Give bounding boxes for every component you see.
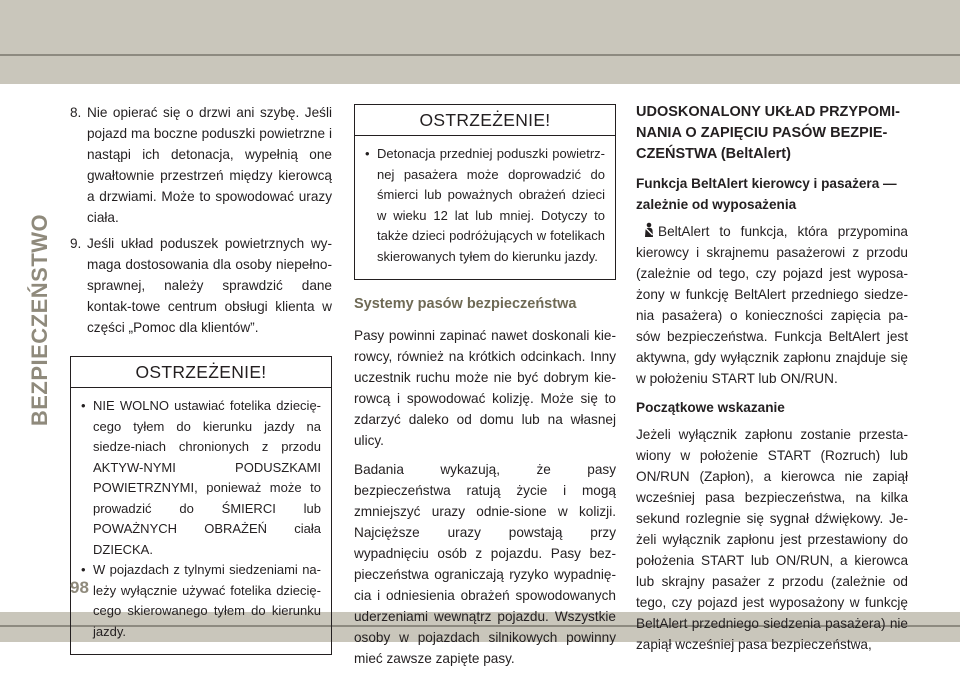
column-left <box>70 102 332 655</box>
side-title-text: BEZPIECZEŃSTWO <box>27 213 52 427</box>
paragraph: Pasy powinni zapinać nawet doskonali kie-rowcy, również na krótkich odcinkach. Inny uczestnik ruchu może nie być dobrym kie-rowcą i spowodować kolizję. Może się to zdarzyć daleko od domu lub na własnej ulicy. <box>354 328 616 448</box>
paragraph-text: BeltAlert to funkcja, która przypomina kierowcy i skrajnemu pasażerowi z przodu (zależnie od tego, czy pojazd jest wyposa-żony w funkcję BeltAlert przedniego siedze-nia pasażera) o konieczności zapięcia pa-sów bezpieczeństwa. Funkcja BeltAlert jest aktywna, gdy wyłącznik zapłonu znajduje się w położeniu START lub ON/RUN. <box>636 224 908 386</box>
subheading: Początkowe wskazanie <box>636 400 785 415</box>
warning-box <box>70 356 332 655</box>
warning-box <box>354 104 616 280</box>
section-heading: UDOSKONALONY UKŁAD PRZYPOMI-NANIA O ZAPIĘCIU PASÓW BEZPIE-CZEŃSTWA (BeltAlert) <box>636 104 900 162</box>
subheading: Funkcja BeltAlert kierowcy i pasażera — zależnie od wyposażenia <box>636 176 897 212</box>
list-item <box>70 233 332 338</box>
header-rule <box>0 54 960 56</box>
header-band <box>0 0 960 84</box>
warning-bullet: • W pojazdach z tylnymi siedzeniami na-leży wyłącznie używać fotelika dziecię-cego skierowanego tyłem do kierunku jazdy. <box>81 562 321 639</box>
item-number: 9. <box>70 236 82 251</box>
warning-list <box>71 388 331 654</box>
warning-text: Detonacja przedniej poduszki powietrz-nej pasażera może doprowadzić do śmierci lub poważnych obrażeń dzieci w wieku 12 lat lub mniej. Dotyczy to także dzieci podróżujących w fotelikach skierowanych tyłem do kierunku jazdy. <box>377 146 605 264</box>
item-number: 8. <box>70 105 82 120</box>
warning-text: W pojazdach z tylnymi siedzeniami na-leży wyłącznie używać fotelika dziecię-cego skierowanego tyłem do kierunku jazdy. <box>93 562 321 639</box>
paragraph: Badania wykazują, że pasy bezpieczeństwa ratują życie i mogą zmniejszyć urazy odnie-sione w kolizji. Najcięższe urazy powstają przy wypadnięciu osób z pojazdu. Pasy bez-pieczeństwa ograniczają ryzyko wypadnię-cia i odniesienia obrażeń spowodowanych uderzeniami wewnątrz pojazdu. Wszystkie osoby w pojazdach silnikowych powinny mieć zawsze zapięte pasy. <box>354 462 616 666</box>
seatbelt-icon <box>642 222 656 238</box>
warning-title: OSTRZEŻENIE! <box>355 105 615 136</box>
section-title: Systemy pasów bezpieczeństwa <box>354 296 577 312</box>
warning-text: NIE WOLNO ustawiać fotelika dziecię-cego tyłem do kierunku jazdy na siedze-niach chronionych z przodu AKTYW-NYMI PODUSZKAMI POWIETRZNYMI, ponieważ może to prowadzić do ŚMIERCI lub POWAŻNYCH OBRAŻEŃ ciała DZIECKA. <box>93 398 321 557</box>
list-item <box>70 102 332 228</box>
warning-list <box>355 136 615 279</box>
warning-bullet: • Detonacja przedniej poduszki powietrz-nej pasażera może doprowadzić do śmierci lub poważnych obrażeń dzieci w wieku 12 lat lub mniej. Dotyczy to także dzieci podróżujących w fotelikach skierowanych tyłem do kierunku jazdy. <box>365 146 605 264</box>
page-number: 98 <box>70 578 89 597</box>
paragraph <box>636 221 908 389</box>
paragraph: Jeżeli wyłącznik zapłonu zostanie przesta-wiony w położenie START (Rozruch) lub ON/RUN (Zapłon), a kierowca nie zapiął wcześniej pasa bezpieczeństwa, na kilka sekund rozlegnie się sygnał dźwiękowy. Je-żeli wyłącznik zapłonu jest przestawiony do położenia START lub ON/RUN, a kierowca lub skrajny pasażer z przodu (zależnie od tego, czy pojazd jest wyposażony w funkcję BeltAlert przedniego siedzenia pasażera) nie zapiął wcześniej pasa bezpieczeństwa, <box>636 427 908 652</box>
item-text: Jeśli układ poduszek powietrznych wy-maga dostosowania dla osoby niepełno-sprawnej, należy sprawdzić dane kontak-towe centrum obsługi klienta w części „Pomoc dla klientów”. <box>87 236 332 335</box>
item-text: Nie opierać się o drzwi ani szybę. Jeśli pojazd ma boczne poduszki powietrzne i nastąpi ich detonacja, wypełnią one gwałtownie przestrzeń między kierowcą a drzwiami. Może to spowodować urazy ciała. <box>87 105 332 225</box>
column-right <box>636 102 908 663</box>
column-middle <box>354 104 616 677</box>
warning-bullet: • NIE WOLNO ustawiać fotelika dziecię-cego tyłem do kierunku jazdy na siedze-niach chronionych z przodu AKTYW-NYMI PODUSZKAMI POWIETRZNYMI, ponieważ może to prowadzić do ŚMIERCI lub POWAŻNYCH OBRAŻEŃ ciała DZIECKA. <box>81 398 321 557</box>
warning-title: OSTRZEŻENIE! <box>71 357 331 388</box>
